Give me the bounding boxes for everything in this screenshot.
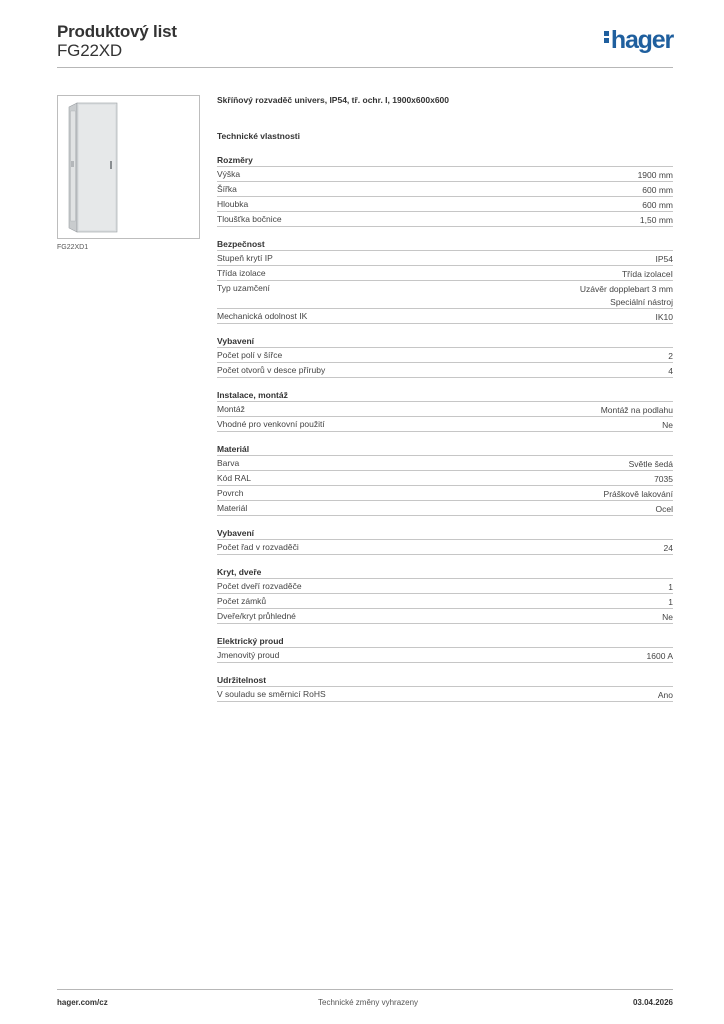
spec-value: 1 <box>668 581 673 592</box>
spec-label: Počet dveří rozvaděče <box>217 580 302 591</box>
spec-value: 7035 <box>654 473 673 484</box>
spec-label: Povrch <box>217 487 244 498</box>
spec-label: Třída izolace <box>217 268 266 278</box>
spec-row <box>217 347 673 363</box>
section-divider <box>217 554 673 555</box>
footer-date: 03.04.2026 <box>632 998 673 1007</box>
spec-label: Barva <box>217 457 240 468</box>
spec-label: Kód RAL <box>217 472 252 483</box>
spec-value: 24 <box>663 542 673 553</box>
spec-row <box>217 686 673 702</box>
spec-row <box>217 455 673 471</box>
section-title: Rozměry <box>217 155 253 165</box>
document-title: Produktový list <box>57 22 177 41</box>
footer-note: Technické změny vyhrazeny <box>318 998 419 1007</box>
image-caption: FG22XD1 <box>57 244 89 251</box>
spec-label: Počet řad v rozvaděči <box>217 541 299 552</box>
spec-row <box>217 280 673 309</box>
spec-label: Počet polí v šířce <box>217 349 283 360</box>
spec-row <box>217 647 673 663</box>
spec-row <box>217 196 673 212</box>
spec-row <box>217 211 673 227</box>
spec-value: IP54 <box>655 254 673 264</box>
spec-value: 600 mm <box>642 185 673 195</box>
spec-row <box>217 362 673 378</box>
spec-label: Stupeň krytí IP <box>217 253 273 263</box>
spec-value: 600 mm <box>642 200 673 210</box>
spec-row <box>217 500 673 516</box>
spec-label: V souladu se směrnicí RoHS <box>217 688 326 699</box>
spec-label: Typ uzamčení <box>217 283 270 293</box>
spec-value: Ne <box>662 611 673 622</box>
spec-row <box>217 608 673 624</box>
section-divider <box>217 431 673 432</box>
logo-text: hager <box>610 26 673 54</box>
spec-row <box>217 166 673 182</box>
section-title: Vybavení <box>217 335 255 346</box>
footer-divider <box>57 989 673 990</box>
spec-value: 2 <box>668 350 673 361</box>
spec-row <box>217 250 673 266</box>
section-title: Instalace, montáž <box>217 389 288 400</box>
spec-row <box>217 539 673 555</box>
spec-value: Ne <box>662 419 673 430</box>
spec-value: Uzávěr dopplebart 3 mm Speciální nástroj <box>579 284 673 307</box>
spec-value: 1,50 mm <box>639 215 673 225</box>
spec-value: Ano <box>657 689 673 700</box>
product-image-frame <box>57 95 200 239</box>
spec-row <box>217 593 673 609</box>
spec-label: Vhodné pro venkovní použití <box>217 418 325 429</box>
cabinet-image <box>67 101 119 234</box>
spec-value: 1900 mm <box>637 170 673 180</box>
hager-logo[interactable] <box>604 26 673 55</box>
section-divider <box>217 226 673 227</box>
section-title: Udržitelnost <box>217 674 267 685</box>
spec-label: Šířka <box>217 184 237 194</box>
product-description: Skříňový rozvaděč univers, IP54, tř. ochr. I, 1900x600x600 <box>217 95 449 105</box>
spec-label: Mechanická odolnost IK <box>217 310 308 321</box>
spec-value: 1600 A <box>646 650 673 661</box>
spec-value: 4 <box>668 365 673 376</box>
spec-label: Dveře/kryt průhledné <box>217 610 296 621</box>
spec-row <box>217 485 673 501</box>
spec-label: Tloušťka bočnice <box>217 214 282 224</box>
spec-value: Montáž na podlahu <box>600 404 673 415</box>
spec-row <box>217 308 673 324</box>
spec-value: 1 <box>668 596 673 607</box>
spec-value: Práškově lakování <box>603 488 673 499</box>
spec-label: Počet zámků <box>217 595 267 606</box>
spec-value: IK10 <box>655 311 673 322</box>
page-header <box>57 20 673 70</box>
spec-label: Jmenovitý proud <box>217 649 280 660</box>
spec-row <box>217 578 673 594</box>
technical-properties-heading: Technické vlastnosti <box>217 131 300 141</box>
spec-row <box>217 416 673 432</box>
spec-row <box>217 181 673 197</box>
section-divider <box>217 662 673 663</box>
section-divider <box>217 623 673 624</box>
spec-label: Výška <box>217 169 241 179</box>
spec-label: Montáž <box>217 403 245 414</box>
section-title: Elektrický proud <box>217 635 284 646</box>
section-title: Bezpečnost <box>217 239 265 249</box>
spec-row <box>217 401 673 417</box>
spec-label: Počet otvorů v desce příruby <box>217 364 326 375</box>
section-divider <box>217 323 673 324</box>
section-divider <box>217 701 673 702</box>
spec-label: Materiál <box>217 502 248 513</box>
section-divider <box>217 377 673 378</box>
spec-label: Hloubka <box>217 199 249 209</box>
section-title: Materiál <box>217 443 250 454</box>
footer-website-link[interactable]: hager.com/cz <box>57 998 108 1007</box>
spec-row <box>217 470 673 486</box>
spec-value: Ocel <box>655 503 673 514</box>
section-title: Kryt, dveře <box>217 566 262 577</box>
spec-value: Třída izolaceI <box>621 269 673 279</box>
spec-row <box>217 265 673 281</box>
header-divider <box>57 67 673 68</box>
product-code: FG22XD <box>57 41 122 60</box>
section-title: Vybavení <box>217 527 255 538</box>
logo-dots-icon <box>604 29 610 45</box>
spec-value: Světle šedá <box>628 458 673 469</box>
section-divider <box>217 515 673 516</box>
